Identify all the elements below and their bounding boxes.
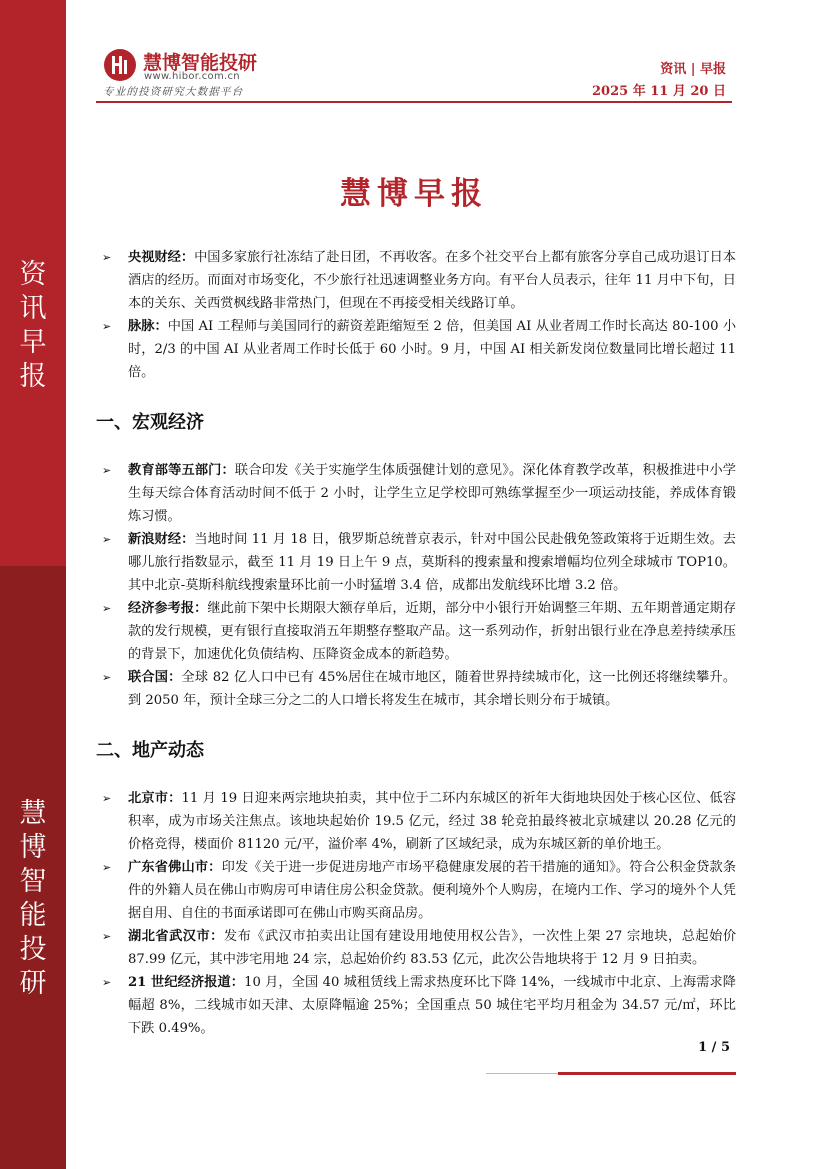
content: [96, 246, 736, 1040]
news-item: ➢ 联合国：全球 82 亿人口中已有 45%居住在城市地区，随着世界持续城市化，这一比例还将继续攀升。到 2050 年，预计全球三分之二的人口增长将发生在城市，其余增长则分布于城镇。: [96, 666, 736, 712]
report-date: 2025 年 11 月 20 日: [592, 84, 726, 99]
arrow-bullet-icon: ➢: [102, 533, 112, 546]
section-title-property: 二、地产动态: [96, 740, 204, 761]
arrow-bullet-icon: ➢: [102, 861, 112, 874]
news-item: ➢ 教育部等五部门：联合印发《关于实施学生体质强健计划的意见》。深化体育教学改革，积极推进中小学生每天综合体育活动时间不低于 2 小时，让学生立足学校即可熟练掌握至少一项运动技能，养成体育锻炼习惯。: [96, 459, 736, 528]
page-title: 慧博早报: [340, 176, 488, 212]
footer-accent-divider: [558, 1072, 736, 1075]
news-item: ➢ 湖北省武汉市：发布《武汉市拍卖出让国有建设用地使用权公告》，一次性上架 27 宗地块，总起始价 87.99 亿元，其中涉宅用地 24 宗，总起始价约 83.53 亿元，此次公告地块将于 12 月 9 日拍卖。: [96, 925, 736, 971]
news-item: ➢ 脉脉：中国 AI 工程师与美国同行的薪资差距缩短至 2 倍，但美国 AI 从业者周工作时长高达 80-100 小时，2/3 的中国 AI 从业者周工作时长低于 60 小时。9 月，中国 AI 相关新发岗位数量同比增长超过 11 倍。: [96, 315, 736, 384]
logo-name: 慧博智能投研: [143, 52, 258, 74]
arrow-bullet-icon: ➢: [102, 464, 112, 477]
arrow-bullet-icon: ➢: [102, 251, 112, 264]
section-title-macro: 一、宏观经济: [96, 412, 204, 433]
arrow-bullet-icon: ➢: [102, 602, 112, 615]
header-divider: [96, 101, 732, 103]
hibor-logo-icon: [103, 48, 137, 82]
logo-url: www.hibor.com.cn: [144, 71, 240, 82]
header-meta: [592, 59, 726, 103]
arrow-bullet-icon: ➢: [102, 320, 112, 333]
news-item: ➢ 经济参考报：继此前下架中长期限大额存单后，近期，部分中小银行开始调整三年期、五年期普通定期存款的发行规模，更有银行直接取消五年期整存整取产品。这一系列动作，折射出银行业在净息差持续承压的背景下，加速优化负债结构、压降资金成本的新趋势。: [96, 597, 736, 666]
sidebar-label-top: 资 讯 早 报: [19, 259, 47, 392]
report-category: 资讯 | 早报: [660, 62, 726, 77]
news-item: ➢ 新浪财经：当地时间 11 月 18 日，俄罗斯总统普京表示，针对中国公民赴俄免签政策将于近期生效。去哪儿旅行指数显示，截至 11 月 19 日上午 9 点，莫斯科的搜索量和搜索增幅均位列全球城市 TOP10。其中北京-莫斯科航线搜索量环比前一小时猛增 3.4 倍，成都出发航线环比增 3.2 倍。: [96, 528, 736, 597]
arrow-bullet-icon: ➢: [102, 792, 112, 805]
news-item: ➢ 21 世纪经济报道：10 月，全国 40 城租赁线上需求热度环比下降 14%，一线城市中北京、上海需求降幅超 8%，二线城市如天津、太原降幅逾 25%；全国重点 50 城住宅平均月租金为 34.57 元/㎡，环比下跌 0.49%。: [96, 971, 736, 1040]
page-number: 1 / 5: [698, 1040, 730, 1055]
arrow-bullet-icon: ➢: [102, 976, 112, 989]
logo-tagline: 专业的投资研究大数据平台: [103, 86, 244, 98]
news-item: ➢ 北京市：11 月 19 日迎来两宗地块拍卖，其中位于二环内东城区的祈年大街地块因处于核心区位、低容积率，成为市场关注焦点。该地块起始价 19.5 亿元，经过 38 轮竞拍最终被北京城建以 20.28 亿元的价格竞得，楼面价 81120 元/平，溢价率 4%，刷新了区域纪录，成为东城区新的单价地王。: [96, 787, 736, 856]
arrow-bullet-icon: ➢: [102, 671, 112, 684]
sidebar-label-bottom: 慧 博 智 能 投 研: [19, 798, 47, 999]
news-item: ➢ 广东省佛山市：印发《关于进一步促进房地产市场平稳健康发展的若干措施的通知》。符合公积金贷款条件的外籍人员在佛山市购房可申请住房公积金贷款。便利境外个人购房，在境内工作、学习的境外个人凭据自用、自住的书面承诺即可在佛山市购买商品房。: [96, 856, 736, 925]
arrow-bullet-icon: ➢: [102, 930, 112, 943]
news-item: ➢ 央视财经：中国多家旅行社冻结了赴日团，不再收客。在多个社交平台上都有旅客分享自己成功退订日本酒店的经历。而面对市场变化，不少旅行社迅速调整业务方向。有平台人员表示，往年 11 月中下旬，日本的关东、关西赏枫线路非常热门，但现在不再接受相关线路订单。: [96, 246, 736, 315]
